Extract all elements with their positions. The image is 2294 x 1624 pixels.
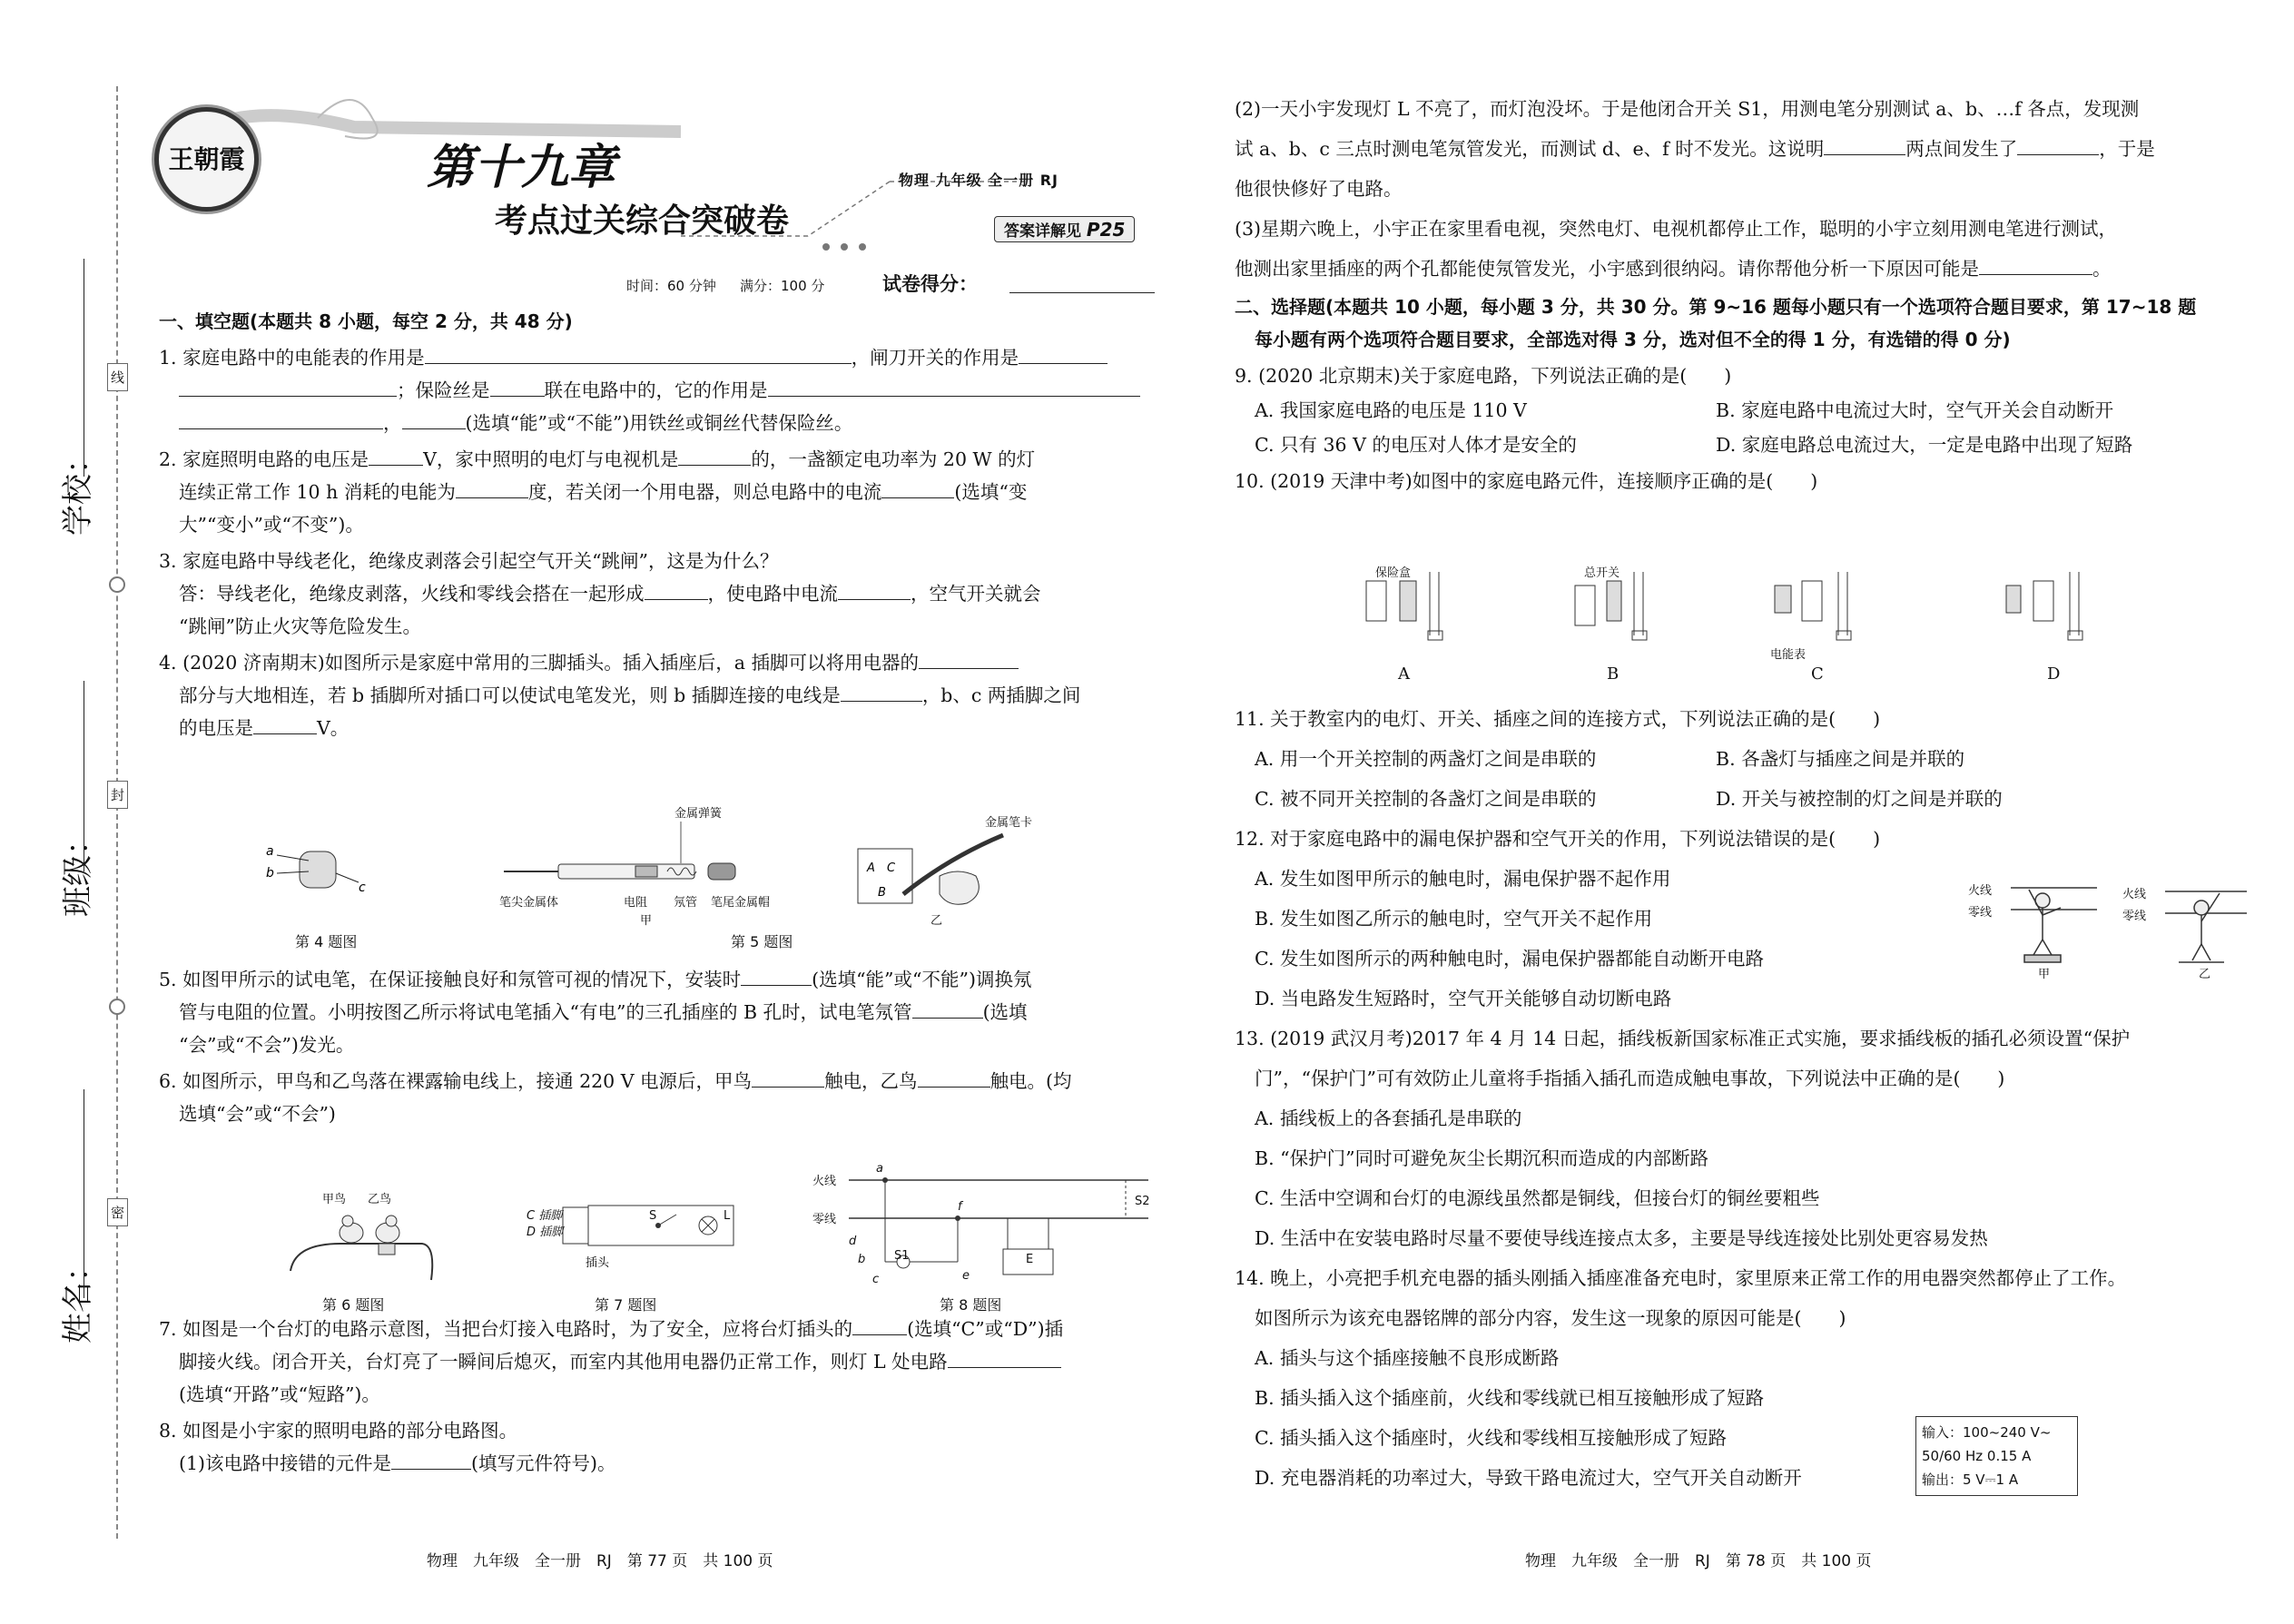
fig8-label-f: f (958, 1200, 962, 1214)
fig8-label-s2: S2 (1135, 1195, 1150, 1208)
q6-line2: 选填“会”或“不会”) (179, 1103, 336, 1125)
answer-ref-page: P25 (1086, 219, 1126, 241)
q6-blank-1[interactable] (752, 1068, 824, 1088)
fig5-label-spring: 金属弹簧 (674, 807, 723, 821)
q1-blank-6[interactable] (179, 410, 383, 429)
desk-lamp-circuit-figure (522, 1189, 749, 1289)
q4-blank-2[interactable] (841, 683, 922, 702)
fig5-label-clip: 金属笔卡 (985, 816, 1033, 830)
q1-blank-3[interactable] (179, 378, 397, 397)
q12-option-c[interactable]: C. 发生如图所示的两种触电时，漏电保护器都能自动断开电路 (1255, 948, 1764, 969)
q8-part3-line2: 他测出家里插座的两个孔都能使氖管发光，小宇感到很纳闷。请你帮他分析一下原因可能是 。 (1235, 258, 2112, 280)
fig7-label-s: S (649, 1209, 657, 1223)
q12-label-jia: 甲 (2038, 968, 2051, 981)
fig5-label-yi: 乙 (930, 914, 943, 928)
name-label: 姓名： (60, 1251, 96, 1343)
charger-nameplate (1915, 1416, 2078, 1496)
full-score-label: 满分：100 分 (740, 278, 825, 294)
right-page-end (1235, 1026, 2269, 1491)
q5-line3: “会”或“不会”)发光。 (179, 1034, 355, 1056)
fig-row-4-5 (159, 803, 1157, 962)
punch-hole-icon (109, 999, 125, 1015)
right-page (1235, 96, 2269, 494)
q11-stem: 11. 关于教室内的电灯、开关、插座之间的连接方式，下列说法正确的是( ) (1235, 708, 1881, 730)
q2-line2: 连续正常工作 10 h 消耗的电能为 度，若关闭一个用电器，则总电路中的电流 (选填“变 (179, 481, 1028, 503)
q13-line1: 13. (2019 武汉月考)2017 年 4 月 14 日起，插线板新国家标准正式实施，要求插线板的插孔必须设置“保护 (1235, 1028, 2131, 1049)
q8-blank-4[interactable] (1979, 256, 2092, 275)
q14-option-b[interactable]: B. 插头插入这个插座前，火线和零线就已相互接触形成了短路 (1255, 1387, 1765, 1409)
left-footer: 物理 九年级 全一册 RJ 第 77 页 共 100 页 (427, 1552, 773, 1570)
fig7-label-plug: 插头 (586, 1256, 610, 1270)
q8-line1: 8. 如图是小宇家的照明电路的部分电路图。 (159, 1420, 518, 1442)
bird-yi-label: 乙鸟 (368, 1193, 392, 1206)
svg-text:A: A (867, 861, 875, 875)
q5-blank-1[interactable] (741, 967, 812, 986)
q1-blank-2[interactable] (1019, 345, 1108, 364)
q10-option-d[interactable]: D (2047, 664, 2061, 684)
left-page-cont (159, 967, 1157, 1127)
nameplate-input: 输入：100~240 V~ (1922, 1424, 2052, 1441)
header (136, 82, 1162, 304)
punch-hole-icon (109, 576, 125, 593)
nameplate-output: 输出：5 V⎓1 A (1922, 1471, 2019, 1488)
q9-row2 (1235, 432, 2269, 458)
logo-seal-icon (154, 107, 259, 212)
q12-label-yi: 乙 (2199, 968, 2211, 981)
q3-blank-2[interactable] (838, 581, 911, 600)
svg-text:a: a (266, 844, 274, 859)
subject-meta: 物理 九年级 全一册 RJ (899, 172, 1058, 189)
right-footer: 物理 九年级 全一册 RJ 第 78 页 共 100 页 (1525, 1552, 1872, 1570)
chapter-title: 第十九章 (427, 141, 616, 195)
q10-option-a[interactable]: A (1398, 664, 1410, 684)
fig8-label-c: c (872, 1273, 880, 1286)
q10-label-fuse: 保险盒 (1375, 566, 1412, 580)
q10-option-b[interactable]: B (1607, 664, 1620, 684)
q8-part2-line3: 他很快修好了电路。 (1235, 178, 1403, 200)
q10-label-meter: 电能表 (1770, 648, 1807, 662)
q6-line1: 6. 如图所示，甲鸟和乙鸟落在裸露输电线上，接通 220 V 电源后，甲鸟 触电，乙鸟 触电。(均 (159, 1070, 1072, 1092)
paper-score-line[interactable] (1009, 292, 1155, 293)
q13-option-c[interactable]: C. 生活中空调和台灯的电源线虽然都是铜线，但接台灯的铜丝要粗些 (1255, 1187, 1820, 1209)
seal-mark-2: 封 (107, 781, 128, 809)
q4-blank-3[interactable] (253, 715, 317, 734)
q14-option-d[interactable]: D. 充电器消耗的功率过大，导致干路电流过大，空气开关自动断开 (1255, 1467, 1802, 1489)
fig8-caption: 第 8 题图 (940, 1296, 1002, 1314)
q2-blank-1[interactable] (369, 447, 423, 466)
fig8-label-neutral: 零线 (812, 1213, 837, 1226)
q12-stem: 12. 对于家庭电路中的漏电保护器和空气开关的作用，下列说法错误的是( ) (1235, 828, 1881, 850)
fig8-label-live: 火线 (812, 1175, 837, 1188)
q7-line1: 7. 如图是一个台灯的电路示意图，当把台灯接入电路时，为了安全，应将台灯插头的 (选填“C”或“D”)插 (159, 1318, 1064, 1340)
q1-line3: ， (选填“能”或“不能”)用铁丝或铜丝代替保险丝。 (159, 410, 1157, 436)
q5-line1: 5. 如图甲所示的试电笔，在保证接触良好和氖管可视的情况下，安装时 (选填“能”或“不能”)调换氖 (159, 969, 1032, 990)
svg-text:B: B (878, 886, 886, 900)
time-label: 时间：60 分钟 (626, 278, 716, 294)
three-pin-plug-figure (259, 835, 368, 917)
q1-blank-7[interactable] (402, 410, 466, 429)
q14-line1: 14. 晚上，小亮把手机充电器的插头刚插入插座准备充电时，家里原来正常工作的用电器突然都停止了工作。 (1235, 1267, 2127, 1289)
page-title: 考点过关综合突破卷 (495, 202, 790, 240)
fig5-label-resistor: 电阻 (624, 896, 648, 910)
q1-line2: ；保险丝是 联在电路中的，它的作用是 (159, 378, 1157, 403)
left-page-end (159, 1316, 1157, 1476)
q12-neutral-yi: 零线 (2122, 910, 2147, 923)
q12-option-d[interactable]: D. 当电路发生短路时，空气开关能够自动切断电路 (1255, 988, 1672, 1009)
q11-option-c[interactable]: C. 被不同开关控制的各盏灯之间是串联的 (1255, 788, 1597, 810)
q13-option-a[interactable]: A. 插线板上的各套插孔是串联的 (1255, 1107, 1522, 1129)
fig4-caption: 第 4 题图 (295, 933, 358, 950)
fig5-label-neon: 氖管 (674, 896, 698, 910)
test-pen-figure-yi (849, 822, 1039, 921)
q8-part3-line1: (3)星期六晚上，小宇正在家里看电视，突然电灯、电视机都停止工作，聪明的小宇立刻用测电笔进行测试， (1235, 218, 2118, 240)
q1-blank-1[interactable] (425, 345, 852, 364)
fig8-label-b: b (858, 1253, 866, 1266)
section-2-heading-2: 每小题有两个选项符合题目要求，全部选对得 3 分，选对但不全的得 1 分，有选错的得 0 分) (1255, 329, 2011, 350)
margin-dashed-line (116, 86, 118, 1539)
fig5-label-cap: 笔尾金属帽 (711, 896, 771, 910)
svg-text:b: b (266, 866, 274, 881)
q6-blank-2[interactable] (918, 1068, 990, 1088)
q12-option-a[interactable]: A. 发生如图甲所示的触电时，漏电保护器不起作用 (1255, 868, 1671, 890)
q13-option-b[interactable]: B. “保护门”同时可避免灰尘长期沉积而造成的内部断路 (1255, 1147, 1709, 1169)
answer-ref-badge (994, 216, 1135, 242)
q1-line1: 1. 家庭电路中的电能表的作用是 ，闸刀开关的作用是 (159, 345, 1157, 370)
q3-line1: 3. 家庭电路中导线老化，绝缘皮剥落会引起空气开关“跳闸”，这是为什么？ (159, 550, 779, 572)
q12-live-yi: 火线 (2122, 888, 2147, 901)
logo-text: 王朝霞 (168, 144, 245, 174)
fig6-caption: 第 6 题图 (322, 1296, 385, 1314)
q4-line3: 的电压是 V。 (179, 717, 350, 739)
q9-option-d[interactable]: D. 家庭电路总电流过大，一定是电路中出现了短路 (1716, 434, 2133, 456)
q3-line3: “跳闸”防止火灾等危险发生。 (179, 615, 421, 637)
q12-neutral-jia: 零线 (1968, 906, 1993, 920)
answer-ref-label: 答案详解见 (1004, 222, 1081, 241)
q1-blank-5[interactable] (768, 378, 1140, 397)
lighting-circuit-figure (812, 1162, 1157, 1289)
fig7-label-c: C 插脚 (527, 1209, 563, 1223)
fig5-label-jia: 甲 (640, 914, 653, 928)
electric-shock-figure (1961, 871, 2251, 971)
birds-on-wire-figure (286, 1207, 440, 1289)
q7-blank-2[interactable] (948, 1349, 1061, 1368)
q10-figures (1344, 563, 2161, 690)
q9-option-a[interactable]: A. 我国家庭电路的电压是 110 V (1255, 399, 1527, 421)
q10-stem: 10. (2019 天津中考)如图中的家庭电路元件，连接顺序正确的是( ) (1235, 470, 1818, 492)
q11-option-d[interactable]: D. 开关与被控制的灯之间是并联的 (1716, 788, 2003, 810)
q9-option-c[interactable]: C. 只有 36 V 的电压对人体才是安全的 (1255, 434, 1577, 456)
q2-blank-2[interactable] (678, 447, 751, 466)
nameplate-frequency: 50/60 Hz 0.15 A (1922, 1448, 2032, 1464)
q9-row1 (1235, 398, 2269, 423)
q11-option-b[interactable]: B. 各盏灯与插座之间是并联的 (1716, 748, 1965, 770)
q3-line2: 答：导线老化，绝缘皮剥落，火线和零线会搭在一起形成 ，使电路中电流 ，空气开关就会 (179, 583, 1041, 605)
q10-option-c[interactable]: C (1811, 664, 1824, 684)
fig7-caption: 第 7 题图 (595, 1296, 657, 1314)
q2-line1: 2. 家庭照明电路的电压是 V，家中照明的电灯与电视机是 的，一盏额定电功率为 20 W 的灯 (159, 448, 1036, 470)
binding-margin (0, 0, 136, 1624)
fig8-label-e: e (962, 1269, 970, 1283)
fig7-label-l: L (724, 1209, 731, 1223)
q11-option-a[interactable]: A. 用一个开关控制的两盏灯之间是串联的 (1255, 748, 1597, 770)
q14-line2: 如图所示为该充电器铭牌的部分内容，发生这一现象的原因可能是( ) (1255, 1307, 1846, 1329)
svg-text:c: c (359, 881, 366, 895)
q11-row1 (1235, 746, 2269, 772)
fig7-label-d: D 插脚 (527, 1225, 564, 1239)
section-1-heading: 一、填空题(本题共 8 小题，每空 2 分，共 48 分) (159, 310, 573, 332)
q5-line2: 管与电阻的位置。小明按图乙所示将试电笔插入“有电”的三孔插座的 B 孔时，试电笔氖管 (选填 (179, 1001, 1028, 1023)
fig5-caption: 第 5 题图 (731, 933, 793, 950)
q13-option-d[interactable]: D. 生活中在安装电路时尽量不要使导线连接点太多，主要是导线连接处比别处更容易发热 (1255, 1227, 1988, 1249)
fig8-label-s1: S1 (894, 1249, 910, 1263)
q9-stem: 9. (2020 北京期末)关于家庭电路，下列说法正确的是( ) (1235, 365, 1732, 387)
fig5-label-tip: 笔尖金属体 (499, 896, 559, 910)
q8-part2-line1: (2)一天小宇发现灯 L 不亮了，而灯泡没坏。于是他闭合开关 S1，用测电笔分别测试 a、b、…f 各点，发现测 (1235, 98, 2140, 120)
q12-live-jia: 火线 (1968, 884, 1993, 898)
q8-blank-3[interactable] (2017, 136, 2099, 155)
left-page (159, 309, 1157, 741)
q14-option-a[interactable]: A. 插头与这个插座接触不良形成断路 (1255, 1347, 1560, 1369)
q12-figure (1961, 871, 2251, 980)
fig8-label-a: a (876, 1162, 883, 1176)
q2-blank-3[interactable] (456, 479, 528, 498)
q8-part2-line2: 试 a、b、c 三点时测电笔氖管发光，而测试 d、e、f 时不发光。这说明 两点间发生了 ，于是 (1235, 138, 2155, 160)
section-2-heading-1: 二、选择题(本题共 10 小题，每小题 3 分，共 30 分。第 9~16 题每小题只有一个选项符合题目要求，第 17~18 题 (1235, 296, 2197, 318)
q9-option-b[interactable]: B. 家庭电路中电流过大时，空气开关会自动断开 (1716, 399, 2114, 421)
seal-mark-3: 密 (107, 1198, 128, 1226)
q11-row2 (1235, 786, 2269, 812)
paper-score-label: 试卷得分： (882, 273, 978, 295)
q5-blank-2[interactable] (912, 999, 983, 1019)
q7-line3: (选填“开路”或“短路”)。 (179, 1383, 380, 1405)
svg-text:C: C (887, 861, 896, 875)
q4-line2: 部分与大地相连，若 b 插脚所对插口可以使试电笔发光，则 b 插脚连接的电线是 ，b、c 两插脚之间 (179, 684, 1081, 706)
q3-blank-1[interactable] (645, 581, 708, 600)
q12-option-b[interactable]: B. 发生如图乙所示的触电时，空气开关不起作用 (1255, 908, 1653, 930)
q7-line2: 脚接火线。闭合开关，台灯亮了一瞬间后熄灭，而室内其他用电器仍正常工作，则灯 L 处电路 (159, 1349, 1157, 1374)
bird-jia-label: 甲鸟 (322, 1193, 347, 1206)
q4-blank-1[interactable] (919, 650, 1019, 669)
school-label: 学校： (60, 443, 96, 536)
q2-line3: 大”“变小”或“不变”)。 (179, 514, 364, 536)
q13-line2: 门”，“保护门”可有效防止儿童将手指插入插孔而造成触电事故，下列说法中正确的是( ) (1255, 1068, 2005, 1089)
q1-blank-4[interactable] (490, 378, 545, 397)
fig-row-6-7-8 (159, 1162, 1157, 1316)
seal-mark-1: 线 (107, 363, 128, 391)
q4-line1: 4. (2020 济南期末)如图所示是家庭中常用的三脚插头。插入插座后，a 插脚可以将用电器的 (159, 650, 1157, 675)
q7-blank-1[interactable] (852, 1316, 907, 1335)
fig8-label-d: d (849, 1235, 857, 1248)
class-label: 班级： (60, 824, 96, 917)
q8-blank-1[interactable] (391, 1451, 471, 1470)
q10-circuit-options (1344, 563, 2161, 667)
q8-line2: (1)该电路中接错的元件是 (填写元件符号)。 (179, 1452, 616, 1474)
q8-blank-2[interactable] (1824, 136, 1905, 155)
q2-blank-4[interactable] (881, 479, 954, 498)
q14-option-c[interactable]: C. 插头插入这个插座时，火线和零线相互接触形成了短路 (1255, 1427, 1727, 1449)
fig8-label-e-socket: E (1026, 1253, 1034, 1266)
q10-label-switch: 总开关 (1584, 566, 1620, 580)
